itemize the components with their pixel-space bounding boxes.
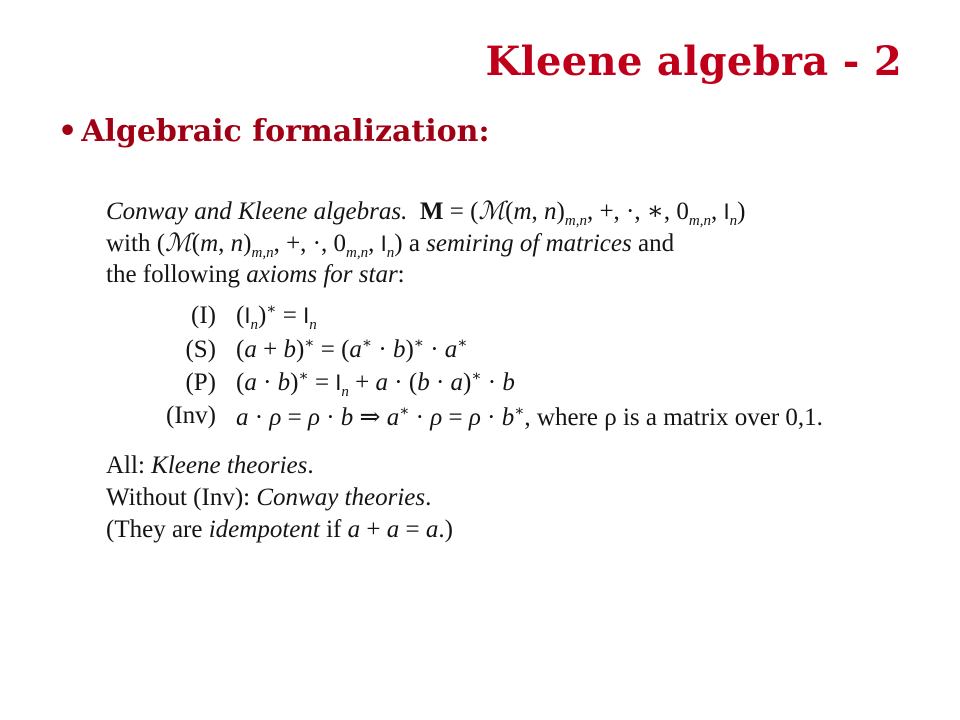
intro-and: and xyxy=(637,230,675,257)
note-idempotent xyxy=(106,516,453,544)
note-all: All: Kleene theories. xyxy=(106,452,314,479)
intro-following: the following xyxy=(106,261,241,288)
axiom-label: (P) xyxy=(185,369,216,396)
intro-line-1 xyxy=(106,196,746,229)
intro-colon: : xyxy=(397,261,405,288)
bullet-item xyxy=(58,114,490,149)
axiom-formula: $(a \cdot b)^∗ = I_n + a \cdot (b \cdot a)^∗ \cdot b$ xyxy=(236,368,515,400)
note-without: Without (Inv): Conway theories. xyxy=(106,484,432,511)
bullet-text: Algebraic formalization: xyxy=(81,114,490,149)
axiom-formula: (a + b)∗ = (a∗ · b)∗ · a∗ xyxy=(236,335,468,363)
intro-line-3 xyxy=(106,261,405,289)
axiom-inv-note: , where ρ is a matrix over 0,1. xyxy=(524,404,823,431)
slide-title: Kleene algebra - 2 xyxy=(485,38,902,85)
note-they-lead: (They are xyxy=(106,516,203,543)
note-all-lead: All: xyxy=(106,452,145,479)
axiom-formula: $(I_n)^∗ = I_n$ xyxy=(236,301,317,333)
note-kleene-theories: Kleene theories xyxy=(151,452,308,479)
note-idempotent-term: idempotent xyxy=(208,516,320,543)
matrix-algebra-formula: M = (ℳ(m, $n)_{m,n}$, +, ·, ∗, $0_{m,n}$, $I_n$) xyxy=(419,196,746,229)
semiring-formula: (ℳ(m, $n)_{m,n}$, +, ·, $0_{m,n}$, $I_n$) xyxy=(156,228,403,261)
axiom-label: (I) xyxy=(191,302,216,329)
axiom-formula: a · ρ = ρ · b ⇒ a∗ · ρ = ρ · b∗, where ρ is a matrix over 0,1. xyxy=(236,403,823,431)
bullet-dot-icon: • xyxy=(58,114,78,149)
intro-lead: Conway and Kleene algebras. xyxy=(106,198,408,225)
note-without-lead: Without (Inv): xyxy=(106,484,251,511)
intro-axioms-term: axioms for star xyxy=(246,261,398,288)
idempotent-formula: a + a = a.) xyxy=(347,516,453,543)
note-conway-theories: Conway theories xyxy=(256,484,426,511)
axiom-label: (Inv) xyxy=(166,402,216,429)
intro-a: a xyxy=(408,230,420,257)
axiom-label: (S) xyxy=(185,336,216,363)
note-if: if xyxy=(326,516,342,543)
intro-line-2 xyxy=(106,228,675,261)
intro-semiring-term: semiring of matrices xyxy=(426,230,632,257)
intro-with: with xyxy=(106,230,151,257)
